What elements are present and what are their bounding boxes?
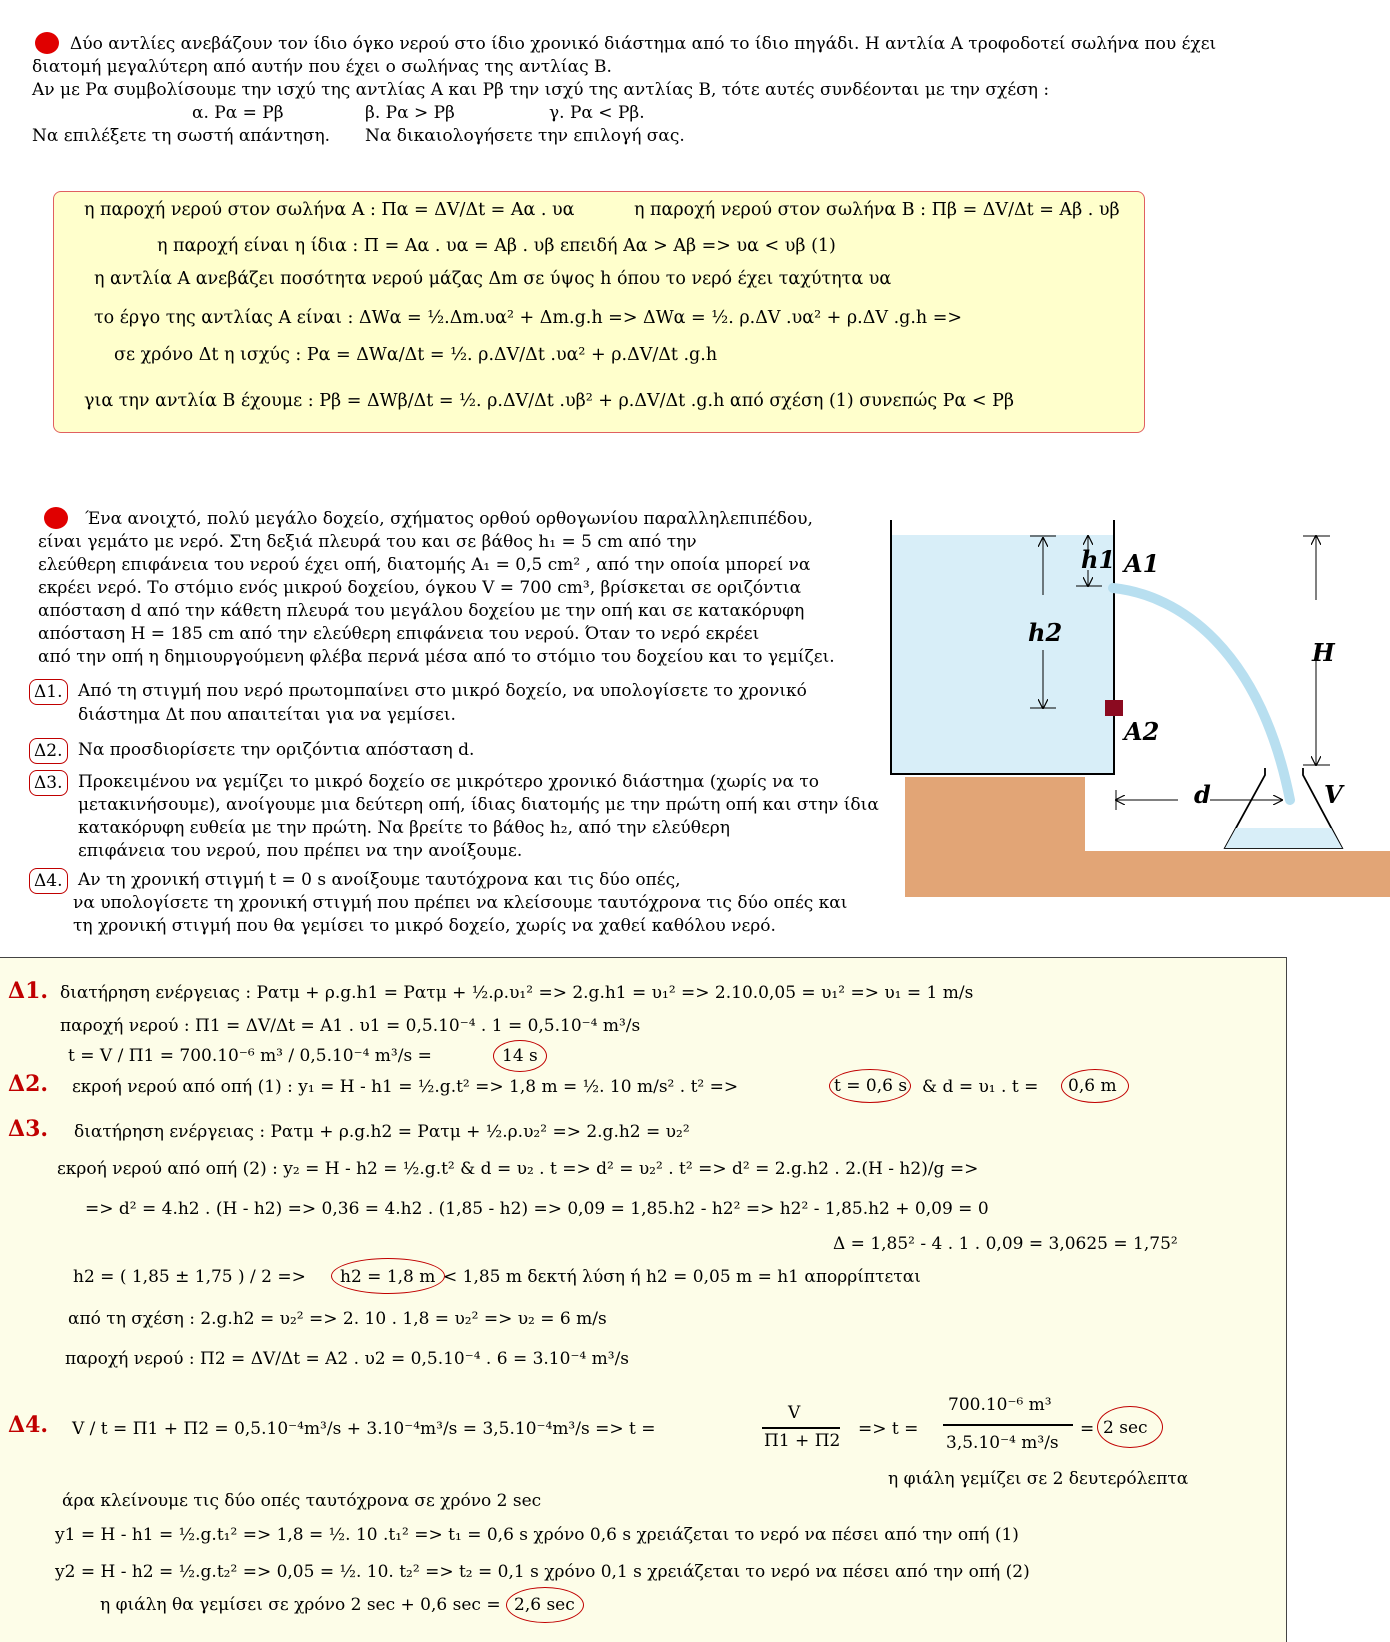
question-d2-tag: Δ2.: [29, 738, 68, 764]
flask-water: [1225, 828, 1342, 848]
solution-d1-label: Δ1.: [8, 978, 49, 1004]
solution-d2-mid: & d = υ₁ . t =: [922, 1077, 1039, 1097]
label-a2: A2: [1124, 717, 1160, 746]
problem2-line6: απόσταση Η = 185 cm από την ελεύθερη επιφάνεια του νερού. Όταν το νερό εκρέει: [38, 624, 760, 644]
justify-instruction: Να δικαιολογήσετε την επιλογή σας.: [365, 126, 685, 146]
problem1-line3: Αν με Ρα συμβολίσουμε την ισχύ της αντλίας Α και Ρβ την ισχύ της αντλίας Β, τότε αυτές συνδέονται με την σχέση :: [32, 80, 1050, 100]
question-d3-line4: επιφάνεια του νερού, που πρέπει να την ανοίξουμε.: [78, 841, 523, 861]
label-v: V: [1324, 780, 1343, 809]
fraction2-bar: [943, 1424, 1073, 1426]
question-d4-tag: Δ4.: [29, 868, 68, 894]
question-d1-line2: διάστημα Δt που απαιτείται για να γεμίσει.: [78, 705, 456, 725]
question-d4-line3: τη χρονική στιγμή που θα γεμίσει το μικρό δοχείο, χωρίς να χαθεί καθόλου νερό.: [73, 916, 776, 936]
solution1-row3: η αντλία Α ανεβάζει ποσότητα νερού μάζας Δm σε ύψος h όπου το νερό έχει ταχύτητα υα: [94, 269, 892, 289]
solution-d1-line1: διατήρηση ενέργειας : Ρατμ + ρ.g.h1 = Ρατμ + ½.ρ.υ₁² => 2.g.h1 = υ₁² => 2.10.0,05 = υ₁² => υ₁ = 1 m/s: [60, 983, 974, 1003]
fraction1-numerator: V: [788, 1403, 801, 1423]
solution-d1-line2: παροχή νερού : Π1 = ΔV/Δt = Α1 . υ1 = 0,5.10⁻⁴ . 1 = 0,5.10⁻⁴ m³/s: [60, 1016, 641, 1036]
solution1-row1b: η παροχή νερού στον σωλήνα Β : Πβ = ΔV/Δt = Αβ . υβ: [634, 200, 1120, 220]
solution-d4-equals: =: [1080, 1419, 1095, 1439]
answer-14s: 14 s: [502, 1046, 538, 1066]
answer-h2: h2 = 1,8 m: [340, 1267, 436, 1287]
option-c: γ. Ρα < Ρβ.: [549, 103, 645, 123]
question-d1-tag: Δ1.: [29, 679, 68, 705]
solution-d4-arrow: => t =: [858, 1419, 919, 1439]
problem1-line1: Δύο αντλίες ανεβάζουν τον ίδιο όγκο νερού στο ίδιο χρονικό διάστημα από το ίδιο πηγάδι. Η αντλία Α τροφοδοτεί σωλήνα που έχει: [70, 34, 1217, 54]
problem2-line7: από την οπή η δημιουργούμενη φλέβα περνά μέσα από το στόμιο του δοχείου και το γεμίζει.: [38, 647, 835, 667]
question-d3-line1: Προκειμένου να γεμίζει το μικρό δοχείο σε μικρότερο χρονικό διάστημα (χωρίς να το: [78, 772, 819, 792]
fraction1-denominator: Π1 + Π2: [764, 1431, 841, 1451]
answer-t: t = 0,6 s: [834, 1076, 908, 1096]
solution1-row6: για την αντλία Β έχουμε : Ρβ = ΔWβ/Δt = ½. ρ.ΔV/Δt .υβ² + ρ.ΔV/Δt .g.h από σχέση (1) συνεπώς Ρα < Ρβ: [84, 391, 1015, 411]
label-d: d: [1194, 780, 1211, 809]
solution-d4-line3: y1 = Η - h1 = ½.g.t₁² => 1,8 = ½. 10 .t₁² => t₁ = 0,6 s χρόνο 0,6 s χρειάζεται το νερό να πέσει από την οπή (1): [55, 1525, 1019, 1545]
ground-right: [1078, 851, 1390, 897]
label-h1: h1: [1081, 545, 1116, 574]
solution-d3-line2: εκροή νερού από οπή (2) : y₂ = Η - h2 = ½.g.t² & d = υ₂ . t => d² = υ₂² . t² => d² = 2.g.h2 . 2.(Η - h2)/g =>: [57, 1159, 979, 1179]
ground-left: [905, 777, 1085, 897]
bullet-icon: [44, 507, 68, 529]
label-h: H: [1312, 638, 1335, 667]
label-h2: h2: [1028, 618, 1063, 647]
solution1-row1a: η παροχή νερού στον σωλήνα Α : Πα = ΔV/Δt = Αα . υα: [84, 200, 575, 220]
question-d4-line1: Αν τη χρονική στιγμή t = 0 s ανοίξουμε ταυτόχρονα και τις δύο οπές,: [78, 870, 681, 890]
problem1-line2: διατομή μεγαλύτερη από αυτήν που έχει ο σωλήνας της αντλίας Β.: [32, 57, 612, 77]
hole-a2-icon: [1105, 700, 1123, 716]
problem2-line1: Ένα ανοιχτό, πολύ μεγάλο δοχείο, σχήματος ορθού ορθογωνίου παραλληλεπιπέδου,: [85, 509, 813, 529]
water-jet: [1113, 588, 1290, 800]
solution-d4-line2: άρα κλείνουμε τις δύο οπές ταυτόχρονα σε χρόνο 2 sec: [62, 1491, 542, 1511]
fraction2-denominator: 3,5.10⁻⁴ m³/s: [946, 1433, 1059, 1453]
problem2-line5: απόσταση d από την κάθετη πλευρά του μεγάλου δοχείου με την οπή και σε κατακόρυφη: [38, 601, 805, 621]
solution1-row2: η παροχή είναι η ίδια : Π = Αα . υα = Αβ . υβ επειδή Αα > Αβ => υα < υβ (1): [157, 236, 836, 256]
solution1-row5: σε χρόνο Δt η ισχύς : Ρα = ΔWα/Δt = ½. ρ.ΔV/Δt .υα² + ρ.ΔV/Δt .g.h: [114, 345, 718, 365]
solution-d2-label: Δ2.: [8, 1071, 49, 1097]
problem2-line4: εκρέει νερό. Το στόμιο ενός μικρού δοχείου, όγκου V = 700 cm³, βρίσκεται σε οριζόντια: [38, 578, 802, 598]
option-a: α. Ρα = Ρβ: [192, 103, 284, 123]
problem2-line3: ελεύθερη επιφάνεια του νερού έχει οπή, διατομής Α₁ = 0,5 cm² , από την οποία μπορεί να: [38, 555, 811, 575]
solution-d3-line5a: h2 = ( 1,85 ± 1,75 ) / 2 =>: [73, 1267, 306, 1287]
solution-d3-line4: Δ = 1,85² - 4 . 1 . 0,09 = 3,0625 = 1,75²: [833, 1234, 1178, 1254]
solution-d3-line7: παροχή νερού : Π2 = ΔV/Δt = Α2 . υ2 = 0,5.10⁻⁴ . 6 = 3.10⁻⁴ m³/s: [65, 1349, 630, 1369]
solution-d3-line5b: < 1,85 m δεκτή λύση ή h2 = 0,05 m = h1 απορρίπτεται: [443, 1267, 921, 1287]
solution-d3-label: Δ3.: [8, 1116, 49, 1142]
solution-d1-line3: t = V / Π1 = 700.10⁻⁶ m³ / 0,5.10⁻⁴ m³/s =: [68, 1046, 432, 1066]
question-d1-line1: Από τη στιγμή που νερό πρωτομπαίνει στο μικρό δοχείο, να υπολογίσετε το χρονικό: [78, 681, 807, 701]
select-instruction: Να επιλέξετε τη σωστή απάντηση.: [32, 126, 331, 146]
solution-d4-line1: V / t = Π1 + Π2 = 0,5.10⁻⁴m³/s + 3.10⁻⁴m³/s = 3,5.10⁻⁴m³/s => t =: [72, 1419, 656, 1439]
question-d3-line2: μετακινήσουμε), ανοίγουμε μια δεύτερη οπή, ίδιας διατομής με την πρώτη οπή και στην ίδια: [78, 795, 879, 815]
bullet-icon: [35, 32, 59, 54]
label-a1: A1: [1124, 549, 1160, 578]
option-b: β. Ρα > Ρβ: [365, 103, 455, 123]
solution1-row4: το έργο της αντλίας Α είναι : ΔWα = ½.Δm.υα² + Δm.g.h => ΔWα = ½. ρ.ΔV .υα² + ρ.ΔV .g.h =>: [94, 308, 963, 328]
solution1-box: [53, 191, 1145, 433]
solution-d3-line6: από τη σχέση : 2.g.h2 = υ₂² => 2. 10 . 1,8 = υ₂² => υ₂ = 6 m/s: [68, 1309, 607, 1329]
question-d4-line2: να υπολογίσετε τη χρονική στιγμή που πρέπει να κλείσουμε ταυτόχρονα τις δύο οπές και: [73, 893, 848, 913]
solution-d3-line3: => d² = 4.h2 . (Η - h2) => 0,36 = 4.h2 . (1,85 - h2) => 0,09 = 1,85.h2 - h2² => h2² - 1,85.h2 + 0,09 = 0: [85, 1199, 989, 1219]
solution-d2-line1: εκροή νερού από οπή (1) : y₁ = Η - h1 = ½.g.t² => 1,8 m = ½. 10 m/s² . t² =>: [72, 1077, 739, 1097]
question-d3-line3: κατακόρυφη ευθεία με την πρώτη. Να βρείτε το βάθος h₂, από την ελεύθερη: [78, 818, 730, 838]
answer-2sec: 2 sec: [1103, 1418, 1148, 1438]
fraction1-bar: [762, 1427, 840, 1429]
solution-d4-line4: y2 = Η - h2 = ½.g.t₂² => 0,05 = ½. 10. t₂² => t₂ = 0,1 s χρόνο 0,1 s χρειάζεται το νερό να πέσει από την οπή (2): [55, 1562, 1030, 1582]
problem2-line2: είναι γεμάτο με νερό. Στη δεξιά πλευρά του και σε βάθος h₁ = 5 cm από την: [38, 532, 697, 552]
solution-d4-label: Δ4.: [8, 1412, 49, 1438]
solution-d4-line5: η φιάλη θα γεμίσει σε χρόνο 2 sec + 0,6 sec =: [100, 1595, 501, 1615]
solution-d4-note: η φιάλη γεμίζει σε 2 δευτερόλεπτα: [888, 1469, 1189, 1489]
answer-d: 0,6 m: [1068, 1076, 1117, 1096]
solution-d3-line1: διατήρηση ενέργειας : Ρατμ + ρ.g.h2 = Ρατμ + ½.ρ.υ₂² => 2.g.h2 = υ₂²: [74, 1122, 690, 1142]
fraction2-numerator: 700.10⁻⁶ m³: [948, 1395, 1052, 1415]
question-d3-tag: Δ3.: [29, 770, 68, 796]
answer-2-6sec: 2,6 sec: [514, 1595, 575, 1615]
question-d2-line1: Να προσδιορίσετε την οριζόντια απόσταση d.: [78, 740, 475, 760]
